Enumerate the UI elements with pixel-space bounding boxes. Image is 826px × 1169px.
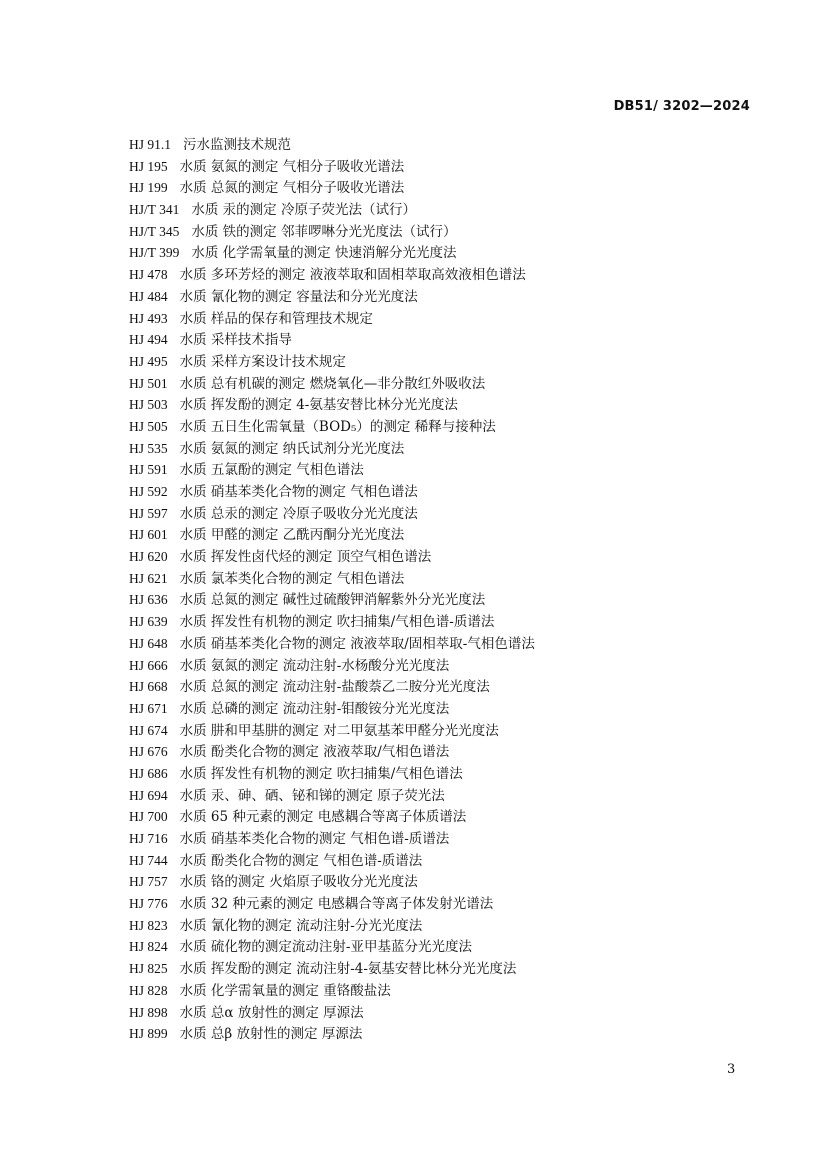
standard-code: HJ 601	[129, 527, 168, 543]
standard-code: HJ 484	[129, 288, 168, 304]
standard-title: 水质 铁的测定 邻菲啰啉分光光度法（试行）	[191, 223, 457, 240]
reference-item	[129, 1023, 535, 1045]
reference-item	[129, 611, 535, 633]
standard-title: 水质 采样技术指导	[179, 332, 292, 349]
reference-item	[129, 720, 535, 742]
normative-references-list	[129, 134, 535, 1045]
reference-item	[129, 524, 535, 546]
document-number: DB51/ 3202—2024	[613, 99, 750, 114]
reference-item	[129, 850, 535, 872]
page-number: 3	[727, 1062, 736, 1077]
reference-item	[129, 503, 535, 525]
standard-code: HJ 478	[129, 267, 168, 283]
standard-code: HJ 636	[129, 592, 168, 608]
standard-code: HJ 744	[129, 852, 168, 868]
standard-title: 水质 采样方案设计技术规定	[179, 353, 346, 370]
standard-title: 水质 硫化物的测定流动注射-亚甲基蓝分光光度法	[179, 939, 472, 956]
standard-title: 污水监测技术规范	[183, 137, 292, 153]
standard-code: HJ 674	[129, 722, 168, 738]
reference-item	[129, 871, 535, 893]
reference-item	[129, 806, 535, 828]
standard-code: HJ/T 345	[129, 223, 180, 239]
standard-title: 水质 总氮的测定 气相分子吸收光谱法	[179, 180, 405, 197]
standard-title: 水质 挥发性卤代烃的测定 顶空气相色谱法	[179, 549, 432, 566]
reference-item	[129, 199, 535, 221]
standard-code: HJ 899	[129, 1026, 168, 1042]
reference-item	[129, 980, 535, 1002]
standard-code: HJ 621	[129, 570, 168, 586]
reference-item	[129, 373, 535, 395]
standard-code: HJ 676	[129, 744, 168, 760]
standard-title: 水质 总α 放射性的测定 厚源法	[179, 1004, 364, 1021]
standard-code: HJ 716	[129, 831, 168, 846]
standard-title: 水质 总磷的测定 流动注射-钼酸铵分光光度法	[179, 700, 450, 717]
standard-code: HJ/T 341	[129, 202, 180, 218]
standard-title: 水质 硝基苯类化合物的测定 气相色谱-质谱法	[179, 831, 450, 847]
reference-item	[129, 416, 535, 438]
reference-item	[129, 438, 535, 460]
reference-item	[129, 698, 535, 720]
standard-title: 水质 氯苯类化合物的测定 气相色谱法	[179, 570, 405, 587]
standard-title: 水质 32 种元素的测定 电感耦合等离子体发射光谱法	[179, 896, 494, 913]
standard-code: HJ 505	[129, 418, 168, 434]
standard-code: HJ 592	[129, 484, 168, 499]
standard-code: HJ 199	[129, 180, 168, 196]
standard-title: 水质 铬的测定 火焰原子吸收分光光度法	[179, 874, 418, 891]
standard-title: 水质 挥发性有机物的测定 吹扫捕集/气相色谱-质谱法	[179, 614, 495, 631]
standard-title: 水质 酚类化合物的测定 气相色谱-质谱法	[179, 852, 423, 869]
standard-title: 水质 氨氮的测定 流动注射-水杨酸分光光度法	[179, 657, 450, 674]
reference-item	[129, 893, 535, 915]
standard-title: 水质 汞、砷、硒、铋和锑的测定 原子荧光法	[179, 787, 445, 804]
standard-code: HJ 825	[129, 961, 168, 977]
reference-item	[129, 1002, 535, 1024]
standard-code: HJ 666	[129, 657, 168, 673]
standard-code: HJ 91.1	[129, 137, 172, 152]
standard-title: 水质 挥发性有机物的测定 吹扫捕集/气相色谱法	[179, 765, 463, 782]
standard-code: HJ 668	[129, 679, 168, 695]
standard-code: HJ 493	[129, 310, 168, 326]
standard-title: 水质 总氮的测定 流动注射-盐酸萘乙二胺分光光度法	[179, 679, 490, 696]
standard-title: 水质 酚类化合物的测定 液液萃取/气相色谱法	[179, 744, 450, 761]
standard-code: HJ 776	[129, 896, 168, 912]
standard-code: HJ 639	[129, 614, 168, 630]
standard-title: 水质 挥发酚的测定 流动注射-4-氨基安替比林分光光度法	[179, 961, 517, 978]
standard-title: 水质 甲醛的测定 乙酰丙酮分光光度法	[179, 527, 405, 544]
standard-code: HJ 494	[129, 332, 168, 348]
standard-title: 水质 总β 放射性的测定 厚源法	[179, 1026, 363, 1043]
standard-code: HJ 620	[129, 549, 168, 565]
standard-title: 水质 硝基苯类化合物的测定 气相色谱法	[179, 484, 418, 500]
standard-code: HJ 591	[129, 462, 168, 478]
standard-title: 水质 硝基苯类化合物的测定 液液萃取/固相萃取-气相色谱法	[179, 635, 535, 652]
reference-item	[129, 329, 535, 351]
standard-code: HJ 700	[129, 809, 168, 825]
standard-code: HJ 686	[129, 765, 168, 781]
reference-item	[129, 177, 535, 199]
standard-title: 水质 氰化物的测定 容量法和分光光度法	[179, 288, 418, 305]
reference-item	[129, 568, 535, 590]
reference-item	[129, 459, 535, 481]
standard-code: HJ 824	[129, 939, 168, 955]
reference-item	[129, 763, 535, 785]
reference-item	[129, 785, 535, 807]
standard-code: HJ 671	[129, 700, 168, 716]
reference-item	[129, 264, 535, 286]
standard-title: 水质 肼和甲基肼的测定 对二甲氨基苯甲醛分光光度法	[179, 722, 499, 739]
reference-item	[129, 308, 535, 330]
reference-item	[129, 156, 535, 178]
reference-item	[129, 655, 535, 677]
standard-title: 水质 总汞的测定 冷原子吸收分光光度法	[179, 505, 418, 522]
standard-title: 水质 挥发酚的测定 4-氨基安替比林分光光度法	[179, 397, 458, 414]
standard-title: 水质 五日生化需氧量（BOD₅）的测定 稀释与接种法	[179, 418, 496, 435]
standard-title: 水质 样品的保存和管理技术规定	[179, 310, 373, 327]
standard-title: 水质 总氮的测定 碱性过硫酸钾消解紫外分光光度法	[179, 592, 486, 609]
standard-title: 水质 汞的测定 冷原子荧光法（试行）	[191, 202, 416, 219]
standard-code: HJ 828	[129, 982, 168, 998]
reference-item	[129, 242, 535, 264]
standard-title: 水质 氨氮的测定 纳氏试剂分光光度法	[179, 440, 405, 457]
standard-code: HJ 503	[129, 397, 168, 413]
standard-code: HJ 694	[129, 787, 168, 803]
standard-code: HJ 535	[129, 440, 168, 456]
reference-item	[129, 676, 535, 698]
reference-item	[129, 828, 535, 850]
standard-code: HJ/T 399	[129, 245, 180, 261]
reference-item	[129, 633, 535, 655]
reference-item	[129, 741, 535, 763]
standard-title: 水质 化学需氧量的测定 快速消解分光光度法	[191, 245, 457, 262]
standard-code: HJ 648	[129, 635, 168, 651]
standard-title: 水质 多环芳烃的测定 液液萃取和固相萃取高效液相色谱法	[179, 267, 526, 284]
reference-item	[129, 958, 535, 980]
reference-item	[129, 936, 535, 958]
reference-item	[129, 351, 535, 373]
reference-item	[129, 286, 535, 308]
reference-item	[129, 589, 535, 611]
reference-item	[129, 134, 535, 156]
standard-title: 水质 五氯酚的测定 气相色谱法	[179, 462, 364, 479]
standard-title: 水质 氰化物的测定 流动注射-分光光度法	[179, 917, 423, 934]
reference-item	[129, 546, 535, 568]
standard-code: HJ 898	[129, 1004, 168, 1020]
reference-item	[129, 481, 535, 503]
standard-code: HJ 495	[129, 353, 168, 369]
standard-title: 水质 化学需氧量的测定 重铬酸盐法	[179, 982, 391, 999]
standard-code: HJ 757	[129, 874, 168, 890]
standard-title: 水质 总有机碳的测定 燃烧氧化—非分散红外吸收法	[179, 375, 486, 392]
reference-item	[129, 915, 535, 937]
standard-code: HJ 597	[129, 505, 168, 521]
reference-item	[129, 221, 535, 243]
standard-code: HJ 823	[129, 917, 168, 933]
reference-item	[129, 394, 535, 416]
standard-code: HJ 195	[129, 158, 168, 174]
standard-code: HJ 501	[129, 375, 168, 391]
standard-title: 水质 65 种元素的测定 电感耦合等离子体质谱法	[179, 809, 467, 826]
standard-title: 水质 氨氮的测定 气相分子吸收光谱法	[179, 158, 405, 175]
